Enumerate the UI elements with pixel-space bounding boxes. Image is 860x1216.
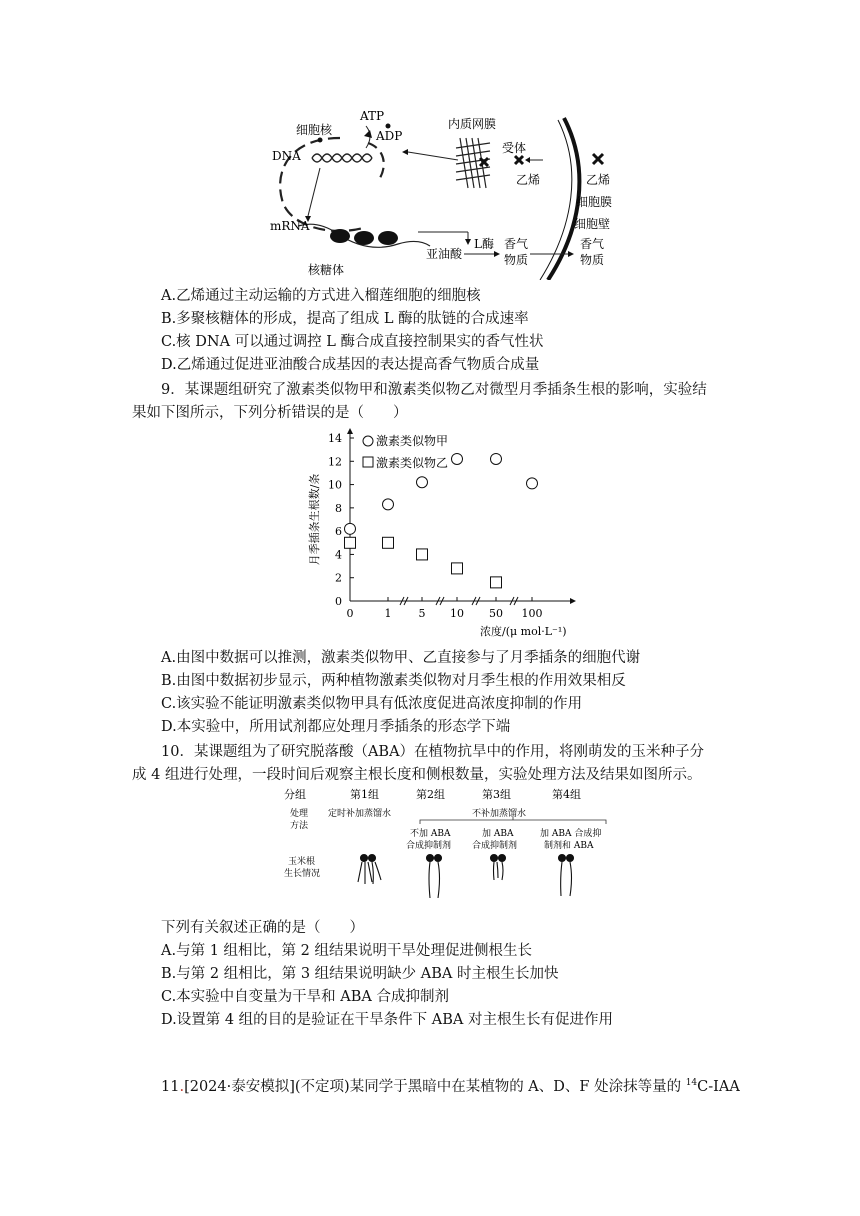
data-point-series-1 bbox=[417, 477, 428, 488]
group-2-root-illustration bbox=[427, 855, 442, 899]
data-point-series-1 bbox=[383, 499, 394, 510]
y-tick-label: 14 bbox=[328, 432, 342, 445]
growth-label-1: 玉米根 bbox=[288, 857, 316, 867]
q8-option-b: B.多聚核糖体的形成，提高了组成 L 酶的肽链的合成速率 bbox=[161, 311, 529, 327]
g3-method-2: 合成抑制剂 bbox=[472, 841, 518, 851]
legend-label-series-1: 激素类似物甲 bbox=[376, 434, 449, 448]
y-tick-label: 6 bbox=[335, 525, 342, 539]
adp-label: ADP bbox=[376, 129, 403, 143]
method-label-1: 处理 bbox=[290, 809, 309, 819]
g4-method-2: 制剂和 ABA bbox=[544, 841, 594, 851]
q11-dot: . bbox=[179, 1078, 185, 1095]
aroma-inner-1: 香气 bbox=[504, 237, 529, 251]
y-tick-label: 0 bbox=[335, 595, 342, 608]
x-axis-arrow bbox=[570, 598, 576, 604]
membrane-label: 细胞膜 bbox=[576, 195, 613, 209]
q10-stem-line1: 10．某课题组为了研究脱落酸（ABA）在植物抗旱中的作用，将刚萌发的玉米种子分 bbox=[161, 744, 705, 760]
wall-label: 细胞壁 bbox=[574, 217, 611, 231]
group-1-header: 第1组 bbox=[350, 788, 379, 801]
g2-method-1: 不加 ABA bbox=[410, 829, 451, 839]
aroma-inner-2: 物质 bbox=[504, 253, 529, 267]
er-label: 内质网膜 bbox=[448, 117, 497, 131]
nucleus-label: 细胞核 bbox=[296, 123, 333, 137]
q11-superscript: 14 bbox=[685, 1078, 698, 1088]
x-axis-label: 浓度/(μ mol·L⁻¹) bbox=[480, 625, 567, 638]
q11-source: [2024·泰安模拟] bbox=[184, 1078, 295, 1095]
q10-option-a: A.与第 1 组相比，第 2 组结果说明干旱处理促进侧根生长 bbox=[161, 943, 532, 959]
q9-option-c: C.该实验不能证明激素类似物甲具有低浓度促进高浓度抑制的作用 bbox=[161, 696, 583, 712]
x-tick-label: 100 bbox=[521, 607, 543, 620]
ethylene-pathway-diagram bbox=[268, 108, 628, 280]
x-tick-label: 0 bbox=[346, 607, 354, 620]
group-4-root-illustration bbox=[559, 855, 574, 897]
growth-label-2: 生长情况 bbox=[284, 869, 321, 879]
g1-method: 定时补加蒸馏水 bbox=[328, 809, 392, 819]
g4-method-1: 加 ABA 合成抑 bbox=[540, 829, 602, 839]
data-point-series-2 bbox=[491, 577, 502, 588]
linoleic-label: 亚油酸 bbox=[426, 247, 463, 261]
q10-option-b: B.与第 2 组相比，第 3 组结果说明缺少 ABA 时主根生长加快 bbox=[161, 966, 559, 982]
atp-label: ATP bbox=[360, 109, 385, 123]
y-axis-arrow bbox=[347, 428, 353, 434]
legend-square-marker bbox=[363, 457, 373, 467]
y-tick-label: 10 bbox=[328, 478, 342, 492]
group-3-header: 第3组 bbox=[482, 788, 511, 801]
q9-stem-line1: 9．某课题组研究了激素类似物甲和激素类似物乙对微型月季插条生根的影响，实验结 bbox=[161, 382, 707, 398]
data-point-series-2 bbox=[383, 537, 394, 548]
data-point-series-1 bbox=[491, 453, 502, 464]
q10-option-d: D.设置第 4 组的目的是验证在干旱条件下 ABA 对主根生长有促进作用 bbox=[161, 1012, 613, 1028]
q8-option-d: D.乙烯通过促进亚油酸合成基因的表达提高香气物质合成量 bbox=[161, 357, 540, 373]
group-3-root-illustration bbox=[491, 855, 506, 881]
method-label-2: 方法 bbox=[290, 821, 309, 831]
data-point-series-2 bbox=[345, 537, 356, 548]
g3-method-1: 加 ABA bbox=[482, 829, 514, 839]
data-point-series-1 bbox=[345, 523, 356, 534]
mrna-label: mRNA bbox=[270, 219, 310, 233]
group-header: 分组 bbox=[284, 788, 306, 801]
aroma-outer-1: 香气 bbox=[580, 237, 605, 251]
l-enzyme-label: L酶 bbox=[474, 237, 494, 251]
q11-text-b: C-IAA bbox=[697, 1078, 740, 1095]
q11-text-a: (不定项)某同学于黑暗中在某植物的 A、D、F 处涂抹等量的 bbox=[294, 1078, 686, 1095]
group-4-header: 第4组 bbox=[552, 788, 581, 801]
y-axis-label: 月季插条生根数/条 bbox=[308, 473, 321, 566]
y-tick-label: 12 bbox=[328, 455, 342, 469]
data-point-series-1 bbox=[527, 478, 538, 489]
y-tick-label: 4 bbox=[335, 548, 342, 562]
x-tick-label: 10 bbox=[450, 607, 464, 620]
data-point-series-2 bbox=[417, 549, 428, 560]
rooting-scatter-chart bbox=[300, 426, 590, 640]
q10-question: 下列有关叙述正确的是（ ） bbox=[161, 920, 364, 936]
q11-line bbox=[161, 1073, 740, 1097]
q9-stem-line2: 果如下图所示，下列分析错误的是（ ） bbox=[132, 405, 408, 421]
data-point-series-1 bbox=[452, 453, 463, 464]
q10-stem-line2: 成 4 组进行处理，一段时间后观察主根长度和侧根数量，实验处理方法及结果如图所示。 bbox=[132, 767, 702, 783]
x-tick-label: 1 bbox=[384, 607, 392, 620]
x-tick-label: 5 bbox=[418, 607, 426, 620]
legend-circle-marker bbox=[363, 436, 373, 446]
group-1-root-illustration bbox=[358, 855, 381, 885]
q10-option-c: C.本实验中自变量为干旱和 ABA 合成抑制剂 bbox=[161, 989, 450, 1005]
ethylene-outer-label: 乙烯 bbox=[586, 173, 611, 187]
ethylene-inner-label: 乙烯 bbox=[516, 173, 541, 187]
y-tick-label: 8 bbox=[335, 501, 342, 515]
aroma-outer-2: 物质 bbox=[580, 253, 605, 267]
dna-label: DNA bbox=[272, 149, 301, 163]
receptor-label: 受体 bbox=[502, 141, 527, 155]
aba-experiment-table bbox=[280, 786, 620, 898]
g2-method-2: 合成抑制剂 bbox=[406, 841, 452, 851]
q9-option-d: D.本实验中，所用试剂都应处理月季插条的形态学下端 bbox=[161, 719, 511, 735]
data-point-series-2 bbox=[452, 563, 463, 574]
y-tick-label: 2 bbox=[335, 571, 342, 585]
ribosome-label: 核糖体 bbox=[308, 263, 345, 277]
q9-option-b: B.由图中数据初步显示，两种植物激素类似物对月季生根的作用效果相反 bbox=[161, 673, 626, 689]
legend-label-series-2: 激素类似物乙 bbox=[376, 456, 449, 470]
x-tick-label: 50 bbox=[489, 607, 503, 620]
group-2-header: 第2组 bbox=[416, 788, 445, 801]
q8-option-c: C.核 DNA 可以通过调控 L 酶合成直接控制果实的香气性状 bbox=[161, 334, 544, 350]
q11-number: 11 bbox=[161, 1078, 180, 1095]
q8-option-a: A.乙烯通过主动运输的方式进入榴莲细胞的细胞核 bbox=[161, 288, 481, 304]
bracket-label: 不补加蒸馏水 bbox=[472, 809, 527, 819]
q9-option-a: A.由图中数据可以推测，激素类似物甲、乙直接参与了月季插条的细胞代谢 bbox=[161, 650, 641, 666]
